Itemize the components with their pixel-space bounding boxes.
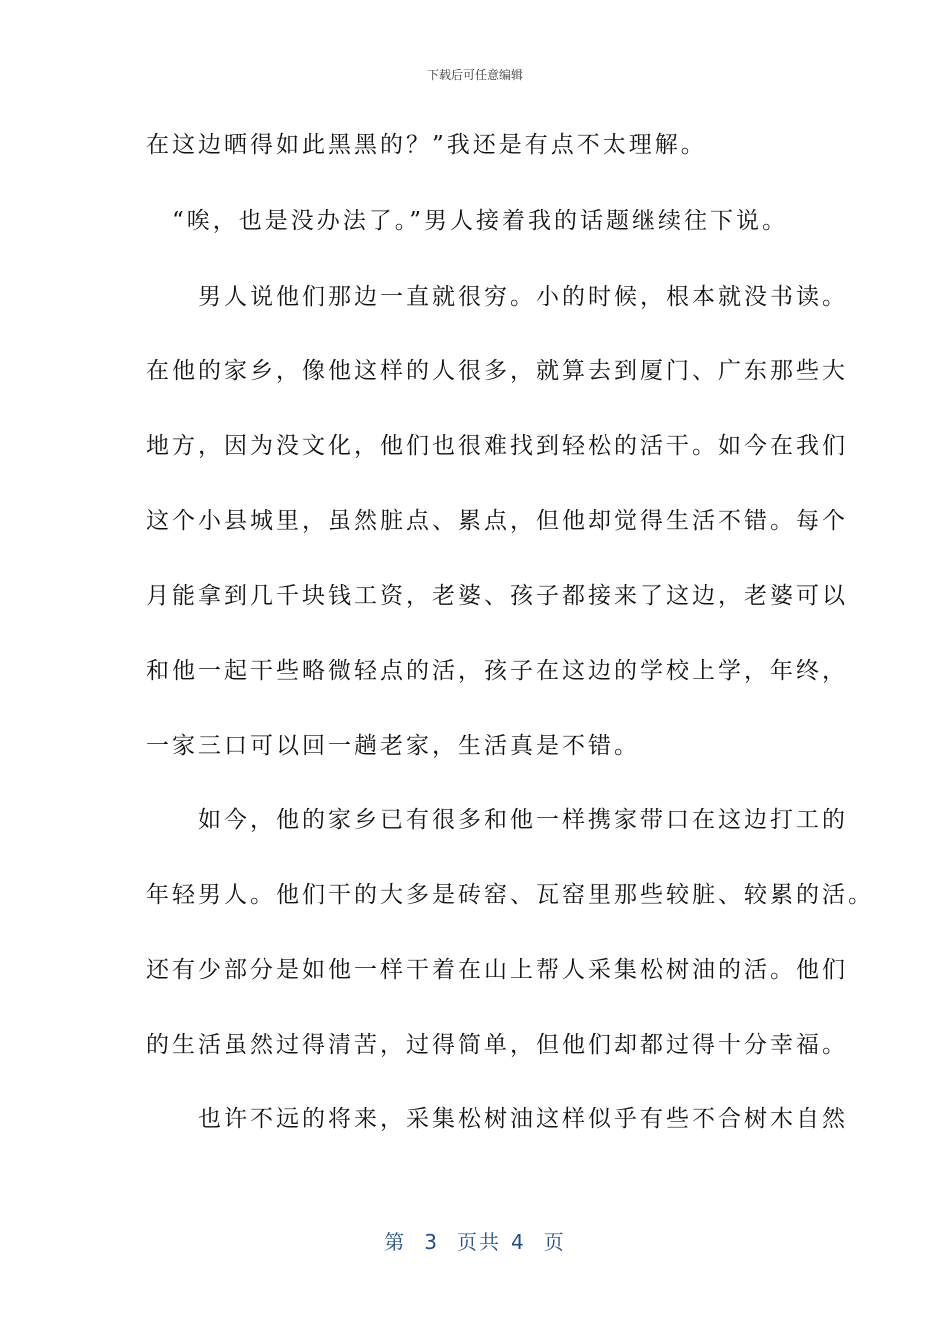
text-line: 这个小县城里，虽然脏点、累点，但他却觉得生活不错。每个 bbox=[146, 508, 848, 534]
footer-suffix: 页 bbox=[543, 1230, 566, 1254]
header-note: 下载后可任意编辑 bbox=[426, 68, 523, 82]
page-footer bbox=[0, 1226, 950, 1255]
total-page-number: 4 bbox=[511, 1230, 526, 1254]
text-line: 的生活虽然过得清苦，过得简单，但他们却都过得十分幸福。 bbox=[146, 1032, 848, 1058]
footer-middle: 页共 bbox=[457, 1230, 501, 1254]
text-line: 地方，因为没文化，他们也很难找到轻松的活干。如今在我们 bbox=[146, 433, 848, 459]
text-line: 和他一起干些略微轻点的活，孩子在这边的学校上学，年终， bbox=[146, 658, 848, 684]
text-line: 也许不远的将来，采集松树油这样似乎有些不合树木自然 bbox=[146, 1106, 848, 1132]
text-line: 在这边晒得如此黑黑的？”我还是有点不太理解。 bbox=[146, 132, 707, 158]
text-line: 月能拿到几千块钱工资，老婆、孩子都接来了这边，老婆可以 bbox=[146, 583, 848, 609]
text-line: 一家三口可以回一趟老家，生活真是不错。 bbox=[146, 733, 640, 759]
text-line: “唉，也是没办法了。”男人接着我的话题继续往下说。 bbox=[146, 208, 789, 234]
footer-prefix: 第 bbox=[384, 1230, 407, 1254]
text-line: 如今，他的家乡已有很多和他一样携家带口在这边打工的 bbox=[146, 807, 848, 833]
current-page-number: 3 bbox=[424, 1230, 439, 1254]
text-line: 男人说他们那边一直就很穷。小的时候，根本就没书读。 bbox=[146, 284, 848, 310]
text-line: 在他的家乡，像他这样的人很多，就算去到厦门、广东那些大 bbox=[146, 358, 848, 384]
text-line: 还有少部分是如他一样干着在山上帮人采集松树油的活。他们 bbox=[146, 957, 848, 983]
text-line: 年轻男人。他们干的大多是砖窑、瓦窑里那些较脏、较累的活。 bbox=[146, 882, 874, 908]
